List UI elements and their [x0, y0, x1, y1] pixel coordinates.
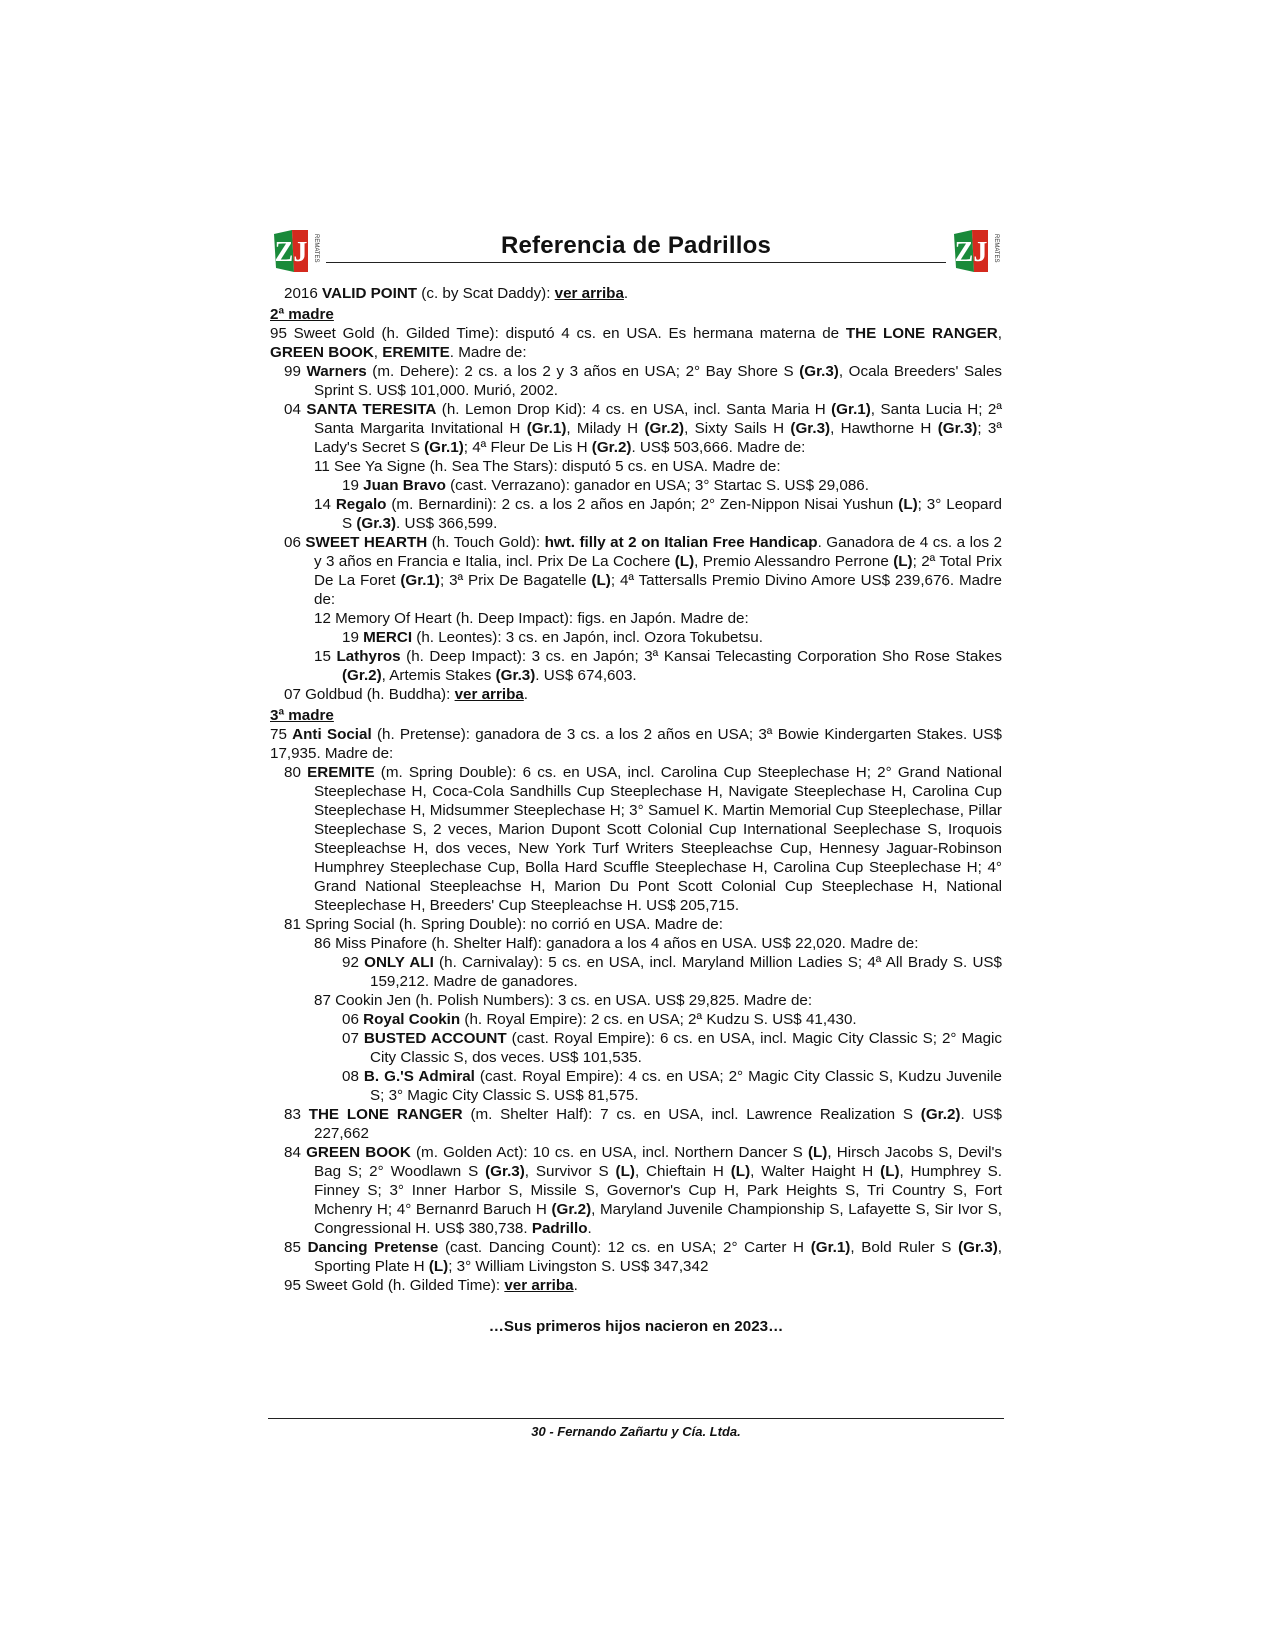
pedigree-entry: 75 Anti Social (h. Pretense): ganadora de 3 cs. a los 2 años en USA; 3ª Bowie Kindergarten Stakes. US$ 17,935. Madre de:: [270, 726, 1002, 762]
pedigree-entry: 07 BUSTED ACCOUNT (cast. Royal Empire): 6 cs. en USA, incl. Magic City Classic S; 2° Magic City Classic S, dos veces. US$ 101,535.: [342, 1030, 1002, 1066]
pedigree-entry: 85 Dancing Pretense (cast. Dancing Count): 12 cs. en USA; 2° Carter H (Gr.1), Bold Ruler S (Gr.3), Sporting Plate H (L); 3° William Livingston S. US$ 347,342: [284, 1239, 1003, 1275]
pedigree-entry: 04 SANTA TERESITA (h. Lemon Drop Kid): 4 cs. en USA, incl. Santa Maria H (Gr.1), Santa Lucia H; 2ª Santa Margarita Invitational H (Gr.1), Milady H (Gr.2), Sixty Sails H (Gr.3), Hawthorne H (Gr.3); 3ª Lady's Secret S (Gr.1); 4ª Fleur De Lis H (Gr.2). US$ 503,666. Madre de:: [284, 401, 1002, 456]
page-title: Referencia de Padrillos: [326, 232, 946, 263]
pedigree-entry: 84 GREEN BOOK (m. Golden Act): 10 cs. en USA, incl. Northern Dancer S (L), Hirsch Jacobs S, Devil's Bag S; 2° Woodlawn S (Gr.3), Survivor S (L), Chieftain H (L), Walter Haight H (L), Humphrey S. Finney S; 3° Inner Harbor S, Missile S, Governor's Cup H, Park Heights S, Tri Country S, Fort Mchenry H; 4° Bernanrd Baruch H (Gr.2), Maryland Juvenile Championship S, Lafayette S, Sir Ivor S, Congressional H. US$ 380,738. Padrillo.: [284, 1144, 1003, 1237]
page-footer: 30 - Fernando Zañartu y Cía. Ltda.: [268, 1418, 1004, 1439]
pedigree-entry: 06 SWEET HEARTH (h. Touch Gold): hwt. filly at 2 on Italian Free Handicap. Ganadora de 4 cs. a los 2 y 3 años en Francia e Italia, incl. Prix De La Cochere (L), Premio Alessandro Perrone (L); 2ª Total Prix De La Foret (Gr.1); 3ª Prix De Bagatelle (L); 4ª Tattersalls Premio Divino Amore US$ 239,676. Madre de:: [284, 534, 1002, 608]
pedigree-entry: 19 Juan Bravo (cast. Verrazano): ganador en USA; 3° Startac S. US$ 29,086.: [342, 477, 869, 494]
pedigree-entry: 87 Cookin Jen (h. Polish Numbers): 3 cs. en USA. US$ 29,825. Madre de:: [314, 992, 813, 1009]
pedigree-entry: 83 THE LONE RANGER (m. Shelter Half): 7 cs. en USA, incl. Lawrence Realization S (Gr.2). US$ 227,662: [284, 1106, 1003, 1142]
pedigree-entry: 06 Royal Cookin (h. Royal Empire): 2 cs. en USA; 2ª Kudzu S. US$ 41,430.: [342, 1011, 857, 1028]
pedigree-entry: 11 See Ya Signe (h. Sea The Stars): disputó 5 cs. en USA. Madre de:: [314, 458, 781, 475]
page-header: [270, 228, 1002, 284]
section-heading: 3ª madre: [270, 707, 334, 724]
pedigree-entry: 15 Lathyros (h. Deep Impact): 3 cs. en Japón; 3ª Kansai Telecasting Corporation Sho Rose Stakes (Gr.2), Artemis Stakes (Gr.3). US$ 674,603.: [314, 648, 1002, 684]
logo-side-text: REMATES: [993, 234, 999, 263]
pedigree-entry: 81 Spring Social (h. Spring Double): no corrió en USA. Madre de:: [284, 916, 723, 933]
zj-remates-logo-right: [950, 228, 1002, 276]
logo-letters: ZJ: [274, 237, 308, 268]
zj-remates-logo: [270, 228, 322, 276]
document-page: [270, 228, 1002, 1336]
pedigree-entry: 95 Sweet Gold (h. Gilded Time): disputó 4 cs. en USA. Es hermana materna de THE LONE RANGER, GREEN BOOK, EREMITE. Madre de:: [270, 325, 1002, 361]
pedigree-entry: 08 B. G.'S Admiral (cast. Royal Empire): 4 cs. en USA; 2° Magic City Classic S, Kudzu Juvenile S; 3° Magic City Classic S. US$ 81,575.: [342, 1068, 1002, 1104]
pedigree-entry: 95 Sweet Gold (h. Gilded Time): ver arriba.: [284, 1277, 578, 1294]
pedigree-entry: 80 EREMITE (m. Spring Double): 6 cs. en USA, incl. Carolina Cup Steeplechase H; 2° Grand National Steeplechase H, Coca-Cola Sandhills Cup Steeplechase H, Navigate Steeplechase H, Carolina Cup Steeplechase H, Midsummer Steeplechase H; 3° Samuel K. Martin Memorial Cup Steeplechase, Pillar Steeplechase S, 2 veces, Marion Dupont Scott Colonial Cup International Seeplechase S, Iroquois Steepleachse H, dos veces, New York Turf Writers Steepleachse Cup, Hennesy Jaguar-Robinson Humphrey Steeplechase Cup, Bolla Hard Scuffle Steeplechase H, Carolina Cup Steeplechase H; 4° Grand National Steepleachse H, Marion Du Pont Scott Colonial Cup Steeplechase H, National Steeplechase H, Breeders' Cup Steepleachse H. US$ 205,715.: [284, 764, 1002, 914]
pedigree-entry: 12 Memory Of Heart (h. Deep Impact): figs. en Japón. Madre de:: [314, 610, 749, 627]
section-heading: 2ª madre: [270, 306, 334, 323]
logo-side-text: REMATES: [313, 234, 319, 263]
pedigree-entry: 07 Goldbud (h. Buddha): ver arriba.: [284, 686, 529, 703]
logo-letters: ZJ: [954, 237, 988, 268]
pedigree-entry: 86 Miss Pinafore (h. Shelter Half): ganadora a los 4 años en USA. US$ 22,020. Madre de:: [314, 935, 919, 952]
pedigree-entry: …Sus primeros hijos nacieron en 2023…: [488, 1318, 784, 1335]
pedigree-body: [270, 284, 1002, 1336]
pedigree-entry: 92 ONLY ALI (h. Carnivalay): 5 cs. en USA, incl. Maryland Million Ladies S; 4ª All Brady S. US$ 159,212. Madre de ganadores.: [342, 954, 1002, 990]
pedigree-entry: 14 Regalo (m. Bernardini): 2 cs. a los 2 años en Japón; 2° Zen-Nippon Nisai Yushun (L); 3° Leopard S (Gr.3). US$ 366,599.: [314, 496, 1002, 532]
pedigree-entry: 99 Warners (m. Dehere): 2 cs. a los 2 y 3 años en USA; 2° Bay Shore S (Gr.3), Ocala Breeders' Sales Sprint S. US$ 101,000. Murió, 2002.: [284, 363, 1002, 399]
pedigree-entry: 2016 VALID POINT (c. by Scat Daddy): ver arriba.: [284, 285, 629, 302]
pedigree-entry: 19 MERCI (h. Leontes): 3 cs. en Japón, incl. Ozora Tokubetsu.: [342, 629, 763, 646]
